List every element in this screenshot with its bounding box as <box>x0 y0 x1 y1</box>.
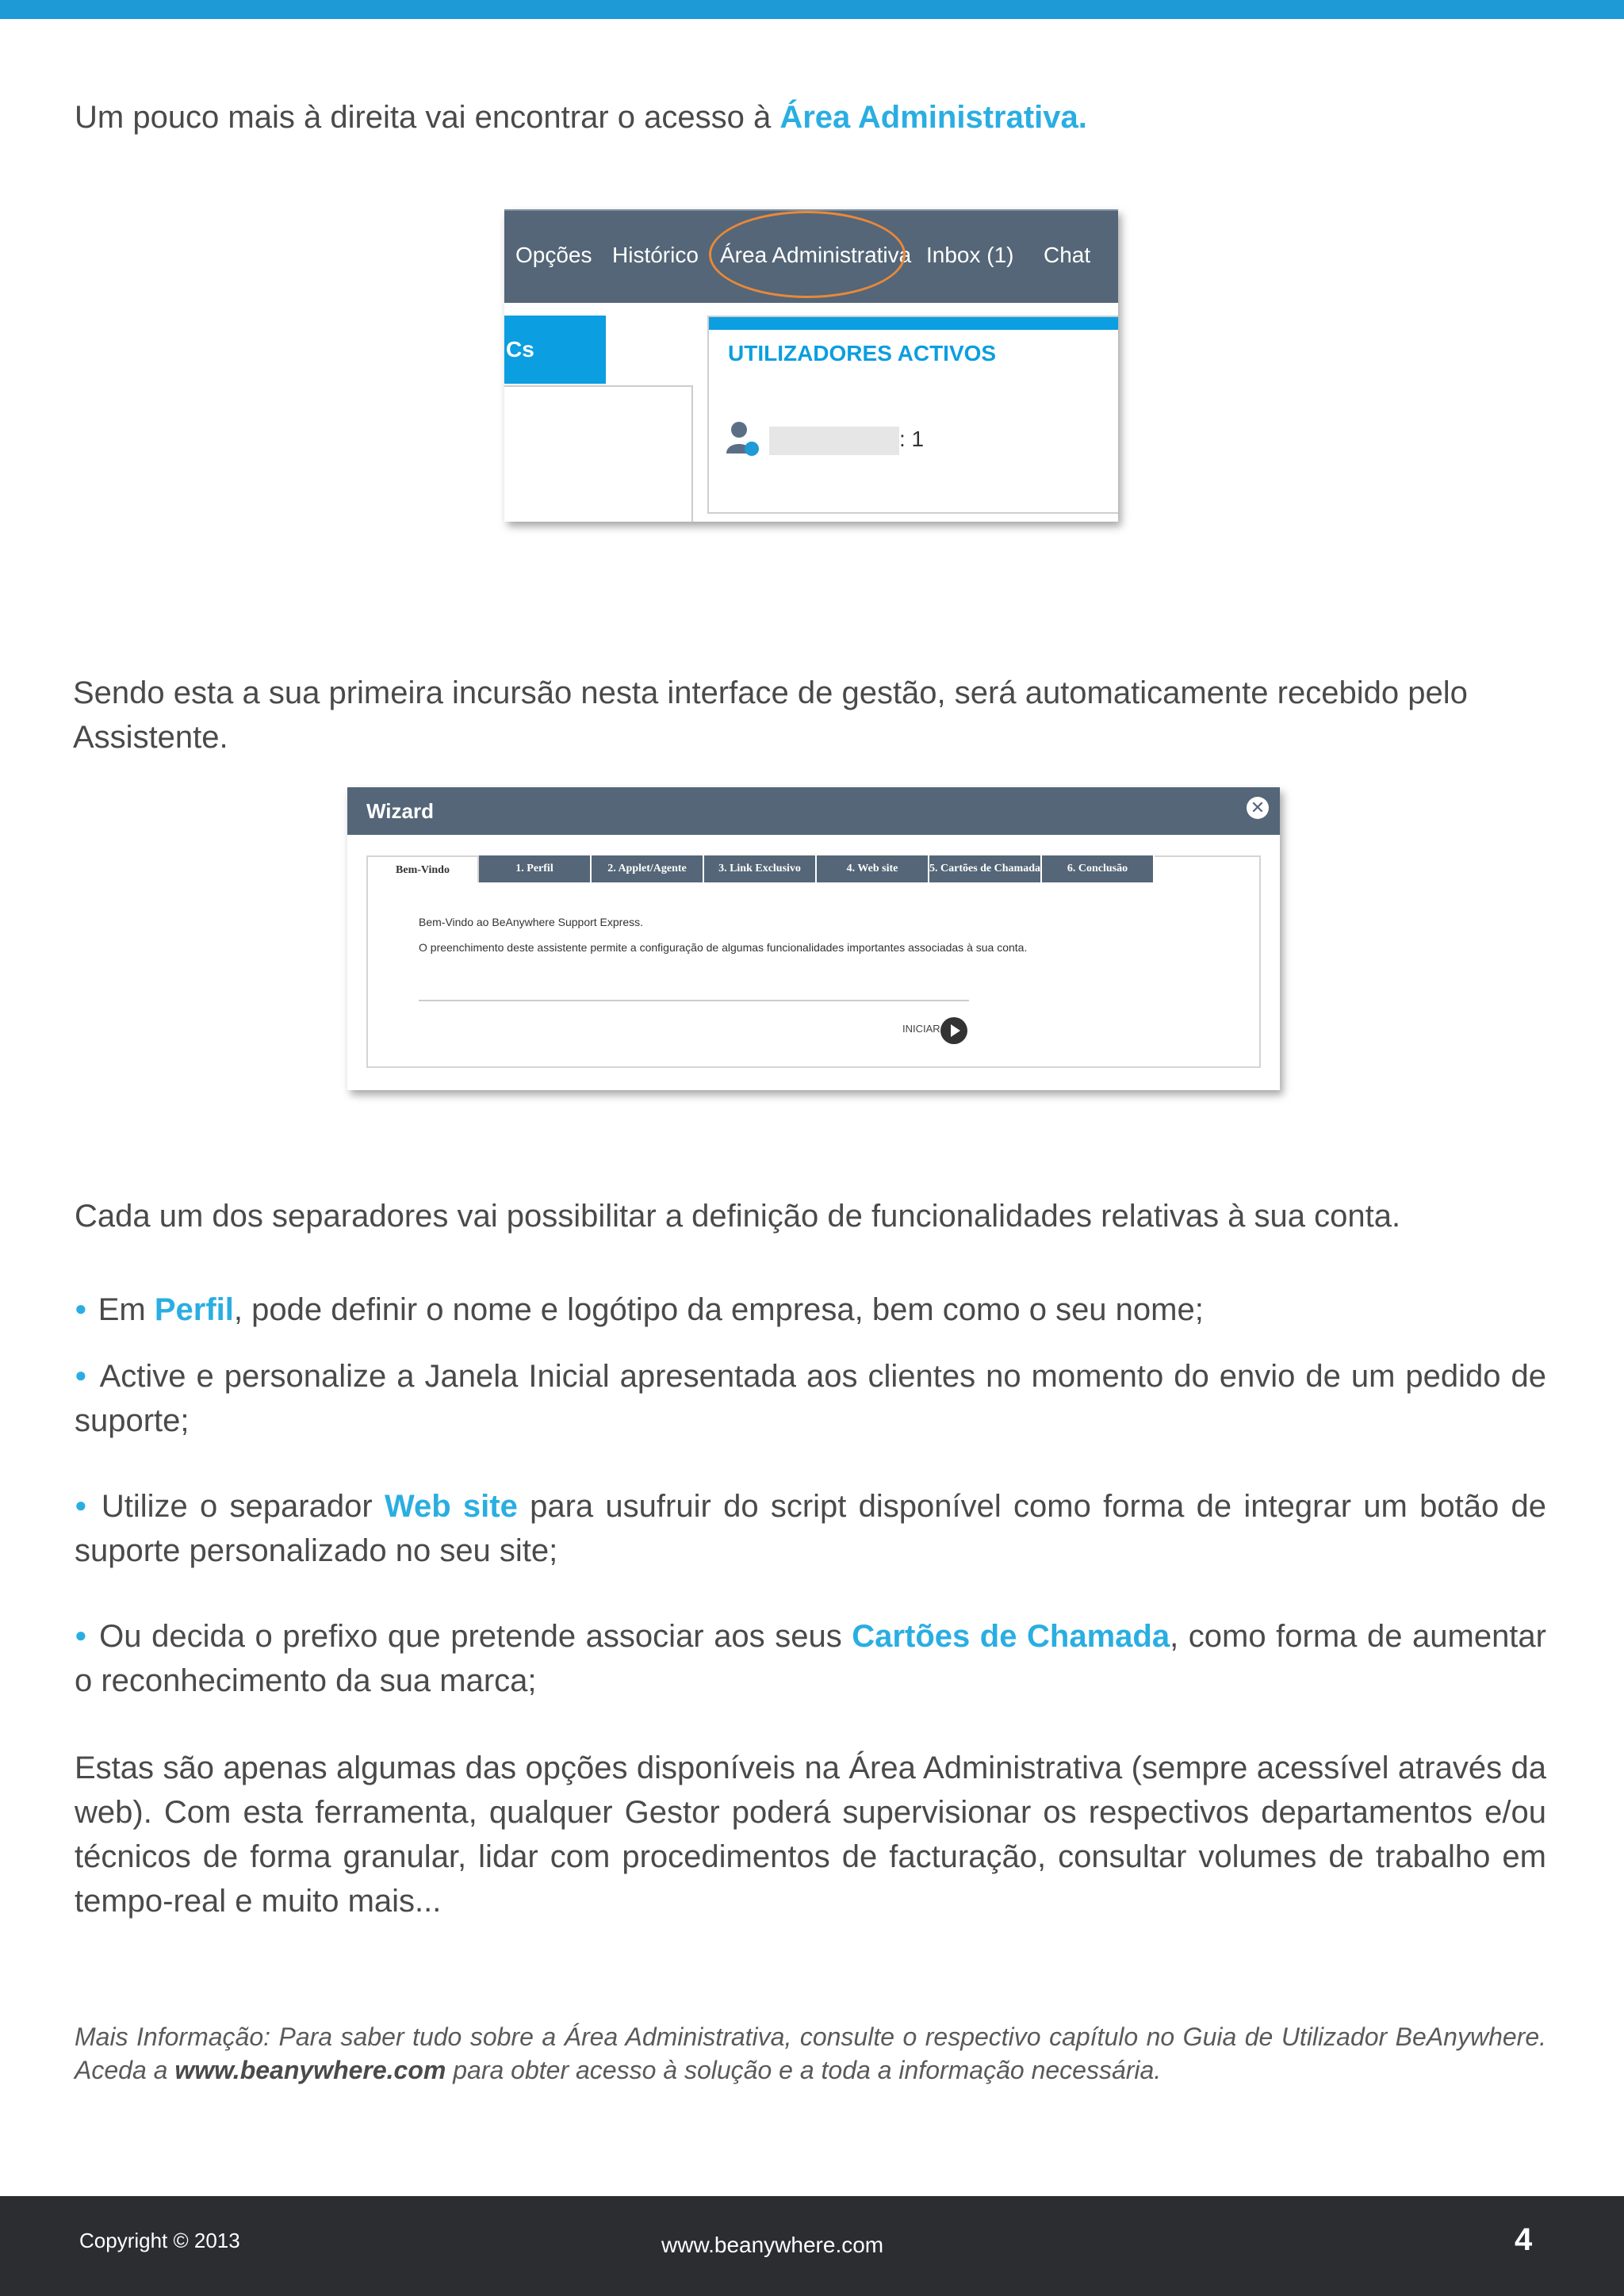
wizard-title: Wizard <box>366 799 434 823</box>
bullet-icon: ● <box>75 1296 87 1320</box>
bullet-call-cards <box>75 1613 1546 1703</box>
wizard-titlebar <box>347 787 1280 835</box>
menu-item-inbox[interactable]: Inbox (1) <box>926 243 1014 267</box>
assistant-paragraph: Sendo esta a sua primeira incursão nesta interface de gestão, será automaticamente recebido pelo Assistente. <box>73 675 1468 755</box>
footer-copyright: Copyright © 2013 <box>79 2229 240 2252</box>
bullet-text: , pode definir o nome e logótipo da empresa, bem como o seu nome; <box>233 1292 1204 1327</box>
menu-item-admin-area[interactable]: Área Administrativa <box>720 243 912 267</box>
intro-text: Um pouco mais à direita vai encontrar o acesso à <box>75 100 780 135</box>
bullet-text: Ou decida o prefixo que pretende associar aos seus <box>99 1619 852 1654</box>
highlight-oval <box>709 211 906 298</box>
active-users-panel <box>707 316 1118 514</box>
intro-paragraph <box>75 95 1546 140</box>
wizard-screenshot <box>347 787 1280 1090</box>
user-count: : 1 <box>899 427 925 451</box>
cs-tab[interactable]: Cs <box>504 316 606 384</box>
tab-welcome[interactable]: Bem-Vindo <box>366 855 479 882</box>
tab-applet-agent[interactable]: 2. Applet/Agente <box>592 855 704 882</box>
footer-url[interactable]: www.beanywhere.com <box>661 2233 884 2257</box>
tab-call-cards[interactable]: 5. Cartões de Chamada <box>929 855 1042 882</box>
menu-item-history[interactable]: Histórico <box>612 243 699 267</box>
tab-exclusive-link[interactable]: 3. Link Exclusivo <box>704 855 817 882</box>
bullet-profile <box>75 1286 1546 1332</box>
admin-area-screenshot <box>504 209 1118 522</box>
top-accent-bar <box>0 0 1624 19</box>
note-text: Mais Informação: Para saber tudo sobre a Área Administrativa, consulte o respectivo capítulo no Guia de Utilizador BeAnywhere. Aceda a <box>75 2022 1546 2084</box>
tab-website[interactable]: 4. Web site <box>817 855 929 882</box>
more-info-note <box>75 2020 1546 2087</box>
menu-item-chat[interactable]: Chat <box>1044 243 1091 267</box>
divider <box>419 1000 969 1001</box>
bullet-highlight: Cartões de Chamada <box>852 1619 1170 1654</box>
tabs-paragraph: Cada um dos separadores vai possibilitar a definição de funcionalidades relativas à sua conta. <box>75 1199 1401 1234</box>
bullet-text: Active e personalize a Janela Inicial apresentada aos clientes no momento do envio de um pedido de suporte; <box>75 1359 1546 1438</box>
bullet-text: Em <box>98 1292 155 1327</box>
note-link[interactable]: www.beanywhere.com <box>174 2056 446 2084</box>
bullet-website <box>75 1483 1546 1573</box>
panel-title: UTILIZADORES ACTIVOS <box>728 341 997 365</box>
user-icon <box>723 419 763 458</box>
menu-item-options[interactable]: Opções <box>515 243 592 267</box>
bullet-text: para usufruir do script disponível como forma de integrar um botão de suporte personalizado no seu site; <box>75 1489 1546 1568</box>
close-icon[interactable]: ✕ <box>1247 797 1269 819</box>
bullet-highlight: Web site <box>384 1489 518 1524</box>
page-number: 4 <box>1515 2222 1533 2257</box>
bullet-icon: ● <box>75 1493 90 1517</box>
footer <box>0 2196 1624 2296</box>
summary-paragraph: Estas são apenas algumas das opções disponíveis na Área Administrativa (sempre acessível através da web). Com esta ferramenta, qualquer Gestor poderá supervisionar os respectivos departamentos e/ou técnicos de forma granular, lidar com procedimentos de facturação, consultar volumes de trabalho em tempo-real e muito mais... <box>75 1751 1546 1919</box>
play-icon[interactable] <box>940 1017 967 1044</box>
bullet-highlight: Perfil <box>154 1292 234 1327</box>
panel-accent <box>709 317 1118 330</box>
bullet-icon: ● <box>75 1363 89 1387</box>
bullet-text: , como forma de aumentar o reconhecimento da sua marca; <box>75 1619 1546 1698</box>
divider <box>504 385 691 387</box>
bullet-text: Utilize o separador <box>101 1489 385 1524</box>
intro-highlight: Área Administrativa. <box>779 100 1087 135</box>
bullet-icon: ● <box>75 1623 89 1647</box>
redacted-name <box>769 427 899 455</box>
note-text: para obter acesso à solução e a toda a informação necessária. <box>446 2056 1162 2084</box>
tab-profile[interactable]: 1. Perfil <box>479 855 592 882</box>
wizard-welcome-text: Bem-Vindo ao BeAnywhere Support Express. <box>419 916 644 928</box>
wizard-body <box>366 855 1261 1068</box>
menu-bar <box>504 209 1118 303</box>
wizard-description: O preenchimento deste assistente permite a configuração de algumas funcionalidades importantes associadas à sua conta. <box>419 941 1028 954</box>
bullet-initial-window <box>75 1353 1546 1443</box>
tab-conclusion[interactable]: 6. Conclusão <box>1042 855 1155 882</box>
start-label[interactable]: INICIAR <box>902 1023 940 1035</box>
divider <box>691 385 693 522</box>
